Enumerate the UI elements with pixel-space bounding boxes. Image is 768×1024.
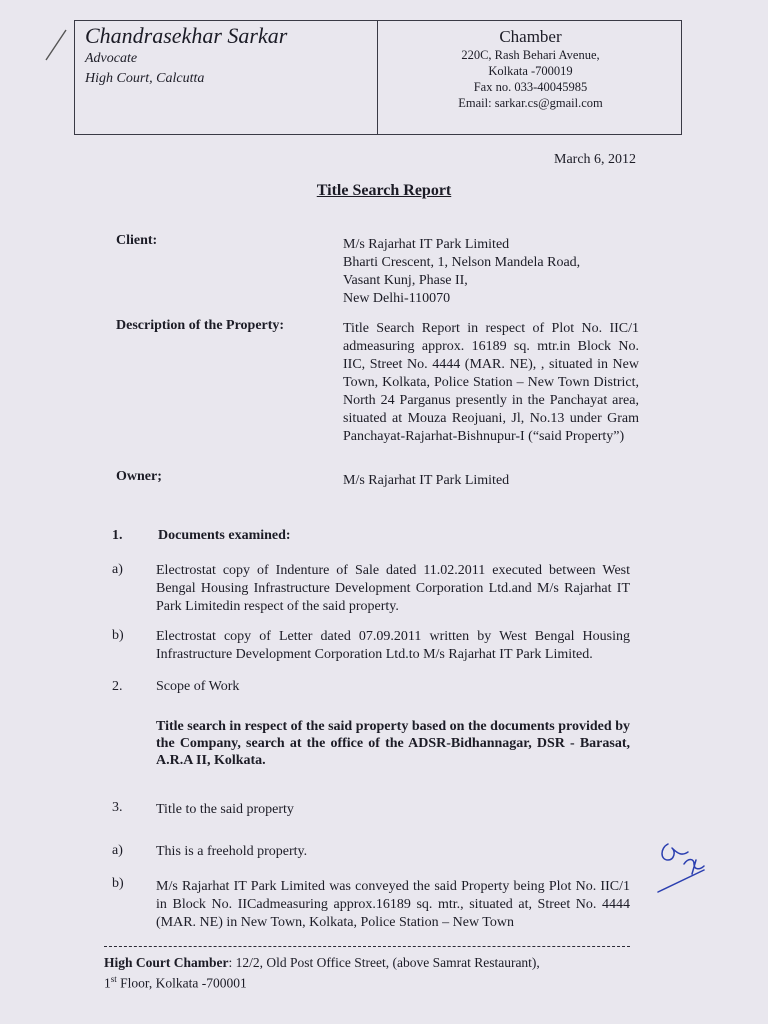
owner-label: Owner; [116,469,162,484]
property-description: Title Search Report in respect of Plot No. IIC/1 admeasuring approx. 16189 sq. mtr.in Block No. IIC, Street No. 4444 (MAR. NE), , situated in New Town, Kolkata, Police Station – New Town District, North 24 Parganus presently in the Panchayat area, situated at Mouza Reojuani, Jl, No.13 under Gram Panchayat-Rajarhat-Bishnupur-I (“said Property”) [343,321,639,444]
client-line: New Delhi-110070 [343,291,451,306]
client-line: Vasant Kunj, Phase II, [343,273,468,288]
report-date: March 6, 2012 [554,152,637,167]
section-2-title: Scope of Work [156,679,240,694]
owner-value: M/s Rajarhat IT Park Limited [343,473,510,488]
chamber-email: Email: sarkar.cs@gmail.com [458,96,603,110]
footer-floor-suffix: st [110,974,117,984]
chamber-fax: Fax no. 033-40045985 [473,80,588,94]
footer-floor-text: Floor, Kolkata -700001 [116,975,247,991]
item-b-number: b) [112,628,124,643]
signature-initials [654,834,710,896]
item-3b-number: b) [112,876,124,891]
section-1-title: Documents examined: [158,528,291,543]
item-a-text: Electrostat copy of Indenture of Sale dated 11.02.2011 executed between West Bengal Housing Infrastructure Development Corporation Ltd.and M/s Rajarhat IT Park Limitedin respect of the said property. [156,563,630,614]
footer-address-text: : 12/2, Old Post Office Street, (above Samrat Restaurant), [228,955,540,970]
footer-line-2 [104,971,664,992]
property-label: Description of the Property: [116,318,285,333]
client-details [343,236,639,308]
footer-line-1 [104,954,664,971]
client-label: Client: [116,233,158,248]
advocate-name: Chandrasekhar Sarkar [85,23,288,48]
item-3a-text: This is a freehold property. [156,844,308,859]
item-3a-number: a) [112,843,123,858]
section-2-text: Title search in respect of the said property based on the documents provided by the Company, search at the office of the ADSR-Bidhannagar, DSR - Barasat, A.R.A II, Kolkata. [156,719,630,768]
footer-floor-number: 1 [104,975,111,991]
pen-stroke-mark [44,28,68,62]
advocate-court: High Court, Calcutta [85,71,205,86]
section-1-number: 1. [112,528,123,543]
report-title [0,182,768,200]
advocate-role: Advocate [85,51,138,66]
footer-label: High Court Chamber [104,955,229,970]
chamber-label: Chamber [499,27,562,46]
section-3-number: 3. [112,800,123,815]
footer-divider [104,946,630,947]
client-line: Bharti Crescent, 1, Nelson Mandela Road, [343,255,581,270]
footer-address [104,954,664,992]
section-3-title: Title to the said property [156,802,294,817]
chamber-address-line2: Kolkata -700019 [488,64,573,78]
item-a-number: a) [112,562,123,577]
letterhead [74,20,682,135]
letterhead-chamber [378,21,683,111]
report-title-text: Title Search Report [316,182,452,199]
letterhead-advocate [85,21,375,89]
item-3b-text: M/s Rajarhat IT Park Limited was conveyed the said Property being Plot No. IIC/1 in Block No. IICadmeasuring approx.16189 sq. mtr., situated at, Street No. 4444 (MAR. NE) in New Town, Kolkata, Police Station – New Town [156,879,630,930]
chamber-address-line1: 220C, Rash Behari Avenue, [461,48,600,62]
client-line: M/s Rajarhat IT Park Limited [343,237,510,252]
section-2-number: 2. [112,679,123,694]
item-b-text: Electrostat copy of Letter dated 07.09.2011 written by West Bengal Housing Infrastructure Development Corporation Ltd.to M/s Rajarhat IT Park Limited. [156,629,630,662]
